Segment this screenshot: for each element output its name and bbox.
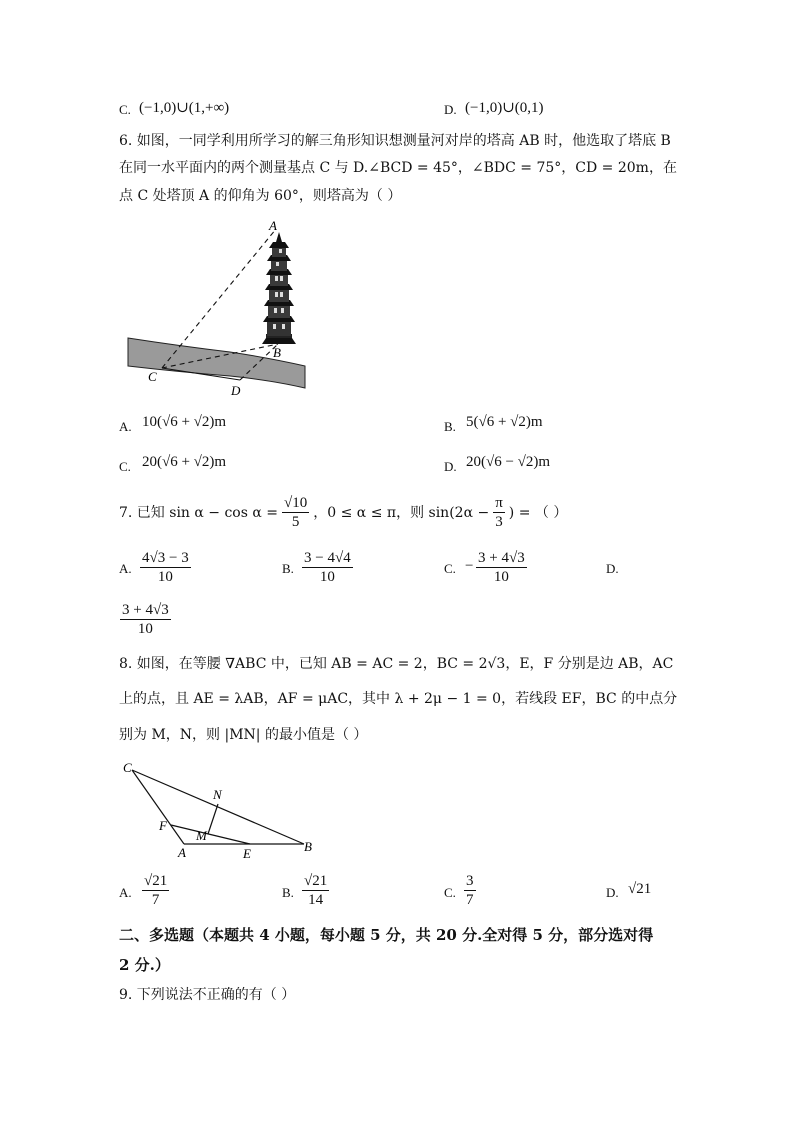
label-C: C (148, 369, 157, 384)
q8-optD: √21 (628, 881, 652, 897)
segment-MN (208, 804, 218, 834)
q8-optB-den: 14 (308, 892, 324, 908)
q7-optC-den: 10 (493, 569, 509, 585)
q8-optC-den: 7 (466, 892, 474, 908)
q5-optC-letter: C. (119, 102, 131, 117)
q7-optB-den: 10 (319, 569, 335, 585)
q8-optA-num: √21 (144, 873, 168, 889)
q6-pagoda-figure (120, 216, 312, 400)
q7-optA-den: 10 (157, 569, 173, 585)
q6-optA: 10(√6 + √2)m (142, 414, 227, 430)
q6-stem-line3: 点 C 处塔顶 A 的仰角为 60°，则塔高为（ ） (119, 188, 402, 204)
q8-stem-line1: 8. 如图，在等腰 ∇ABC 中，已知 AB = AC = 2，BC = 2√3，E，F 分别是边 AB，AC (119, 656, 674, 672)
q8-optD-letter: D. (606, 885, 619, 900)
q6-optC-letter: C. (119, 459, 131, 474)
q6-stem-line1: 6. 如图，一同学利用所学习的解三角形知识想测量河对岸的塔高 AB 时，他选取了塔底 B (119, 133, 671, 149)
q8-optA-den: 7 (151, 892, 160, 908)
q7-optB (302, 549, 353, 586)
q6-stem-line2: 在同一水平面内的两个测量基点 C 与 D.∠BCD = 45°，∠BDC = 75°，CD = 20m，在 (119, 160, 677, 176)
q8-stem-line2: 上的点，且 AE = λAB，AF = μAC，其中 λ + 2μ − 1 = 0，若线段 EF，BC 的中点分 (119, 691, 678, 707)
line-CA (162, 229, 276, 368)
q8-optB-num: √21 (304, 873, 328, 889)
label-M: M (196, 828, 207, 843)
label-A: A (178, 845, 186, 860)
q7-optD-letter: D. (606, 561, 619, 576)
q6-optD: 20(√6 − √2)m (466, 454, 551, 470)
pagoda-tower (262, 232, 296, 344)
q5-optD-letter: D. (444, 102, 457, 117)
q7-optA-num: 4√3 − 3 (142, 550, 189, 566)
q6-optB-letter: B. (444, 419, 456, 434)
q7-pi-frac (493, 494, 505, 531)
q7-optC-sign: − (465, 558, 474, 574)
q7-frac (282, 494, 309, 531)
q7-stem-suffix: ) = （ ） (508, 504, 568, 521)
q8-optA (142, 872, 169, 909)
q7-optA (140, 549, 191, 586)
q7-optB-letter: B. (282, 561, 294, 576)
label-B: B (304, 839, 312, 854)
q8-optA-letter: A. (119, 885, 132, 900)
q7-optC-num: 3 + 4√3 (478, 550, 525, 566)
q8-optC (464, 872, 476, 909)
q7-optC (476, 549, 527, 586)
q7-frac-num: √10 (284, 495, 308, 511)
q7-optD-den: 10 (137, 621, 153, 637)
q7-pi-den: 3 (495, 514, 503, 530)
section2-header-line1: 二、多选题（本题共 4 小题，每小题 5 分，共 20 分.全对得 5 分，部分选对得 (119, 926, 654, 944)
q5-optC-expr: (−1,0)∪(1,+∞) (139, 100, 230, 116)
section2-header-line2: 2 分.） (119, 956, 170, 974)
q7-optC-letter: C. (444, 561, 456, 576)
q7-frac-den: 5 (291, 514, 300, 530)
q6-optB: 5(√6 + √2)m (466, 414, 543, 430)
q7-optD-num: 3 + 4√3 (122, 602, 169, 618)
q7-optD (120, 601, 171, 638)
label-E: E (243, 846, 251, 861)
label-A: A (269, 218, 277, 233)
q8-triangle-figure (118, 758, 323, 862)
q5-optD-expr: (−1,0)∪(0,1) (465, 100, 544, 116)
label-F: F (159, 818, 167, 833)
label-C: C (123, 760, 132, 775)
q9-stem: 9. 下列说法不正确的有（ ） (119, 987, 296, 1003)
q8-optB (302, 872, 329, 909)
q8-optC-letter: C. (444, 885, 456, 900)
q7-stem (119, 494, 567, 531)
q7-optA-letter: A. (119, 561, 132, 576)
q8-optB-letter: B. (282, 885, 294, 900)
label-N: N (213, 787, 222, 802)
q8-stem-line3: 别为 M，N，则 |MN| 的最小值是（ ） (119, 727, 368, 743)
q6-optD-letter: D. (444, 459, 457, 474)
q6-optA-letter: A. (119, 419, 132, 434)
q8-optC-num: 3 (466, 873, 474, 889)
q6-optC: 20(√6 + √2)m (142, 454, 227, 470)
q7-stem-prefix: 7. 已知 sin α − cos α = (119, 504, 279, 521)
label-B: B (273, 345, 281, 360)
q7-optB-num: 3 − 4√4 (304, 550, 351, 566)
label-D: D (231, 383, 241, 398)
q7-pi-num: π (495, 495, 503, 511)
q7-stem-mid: ，0 ≤ α ≤ π，则 sin(2α − (313, 504, 490, 521)
